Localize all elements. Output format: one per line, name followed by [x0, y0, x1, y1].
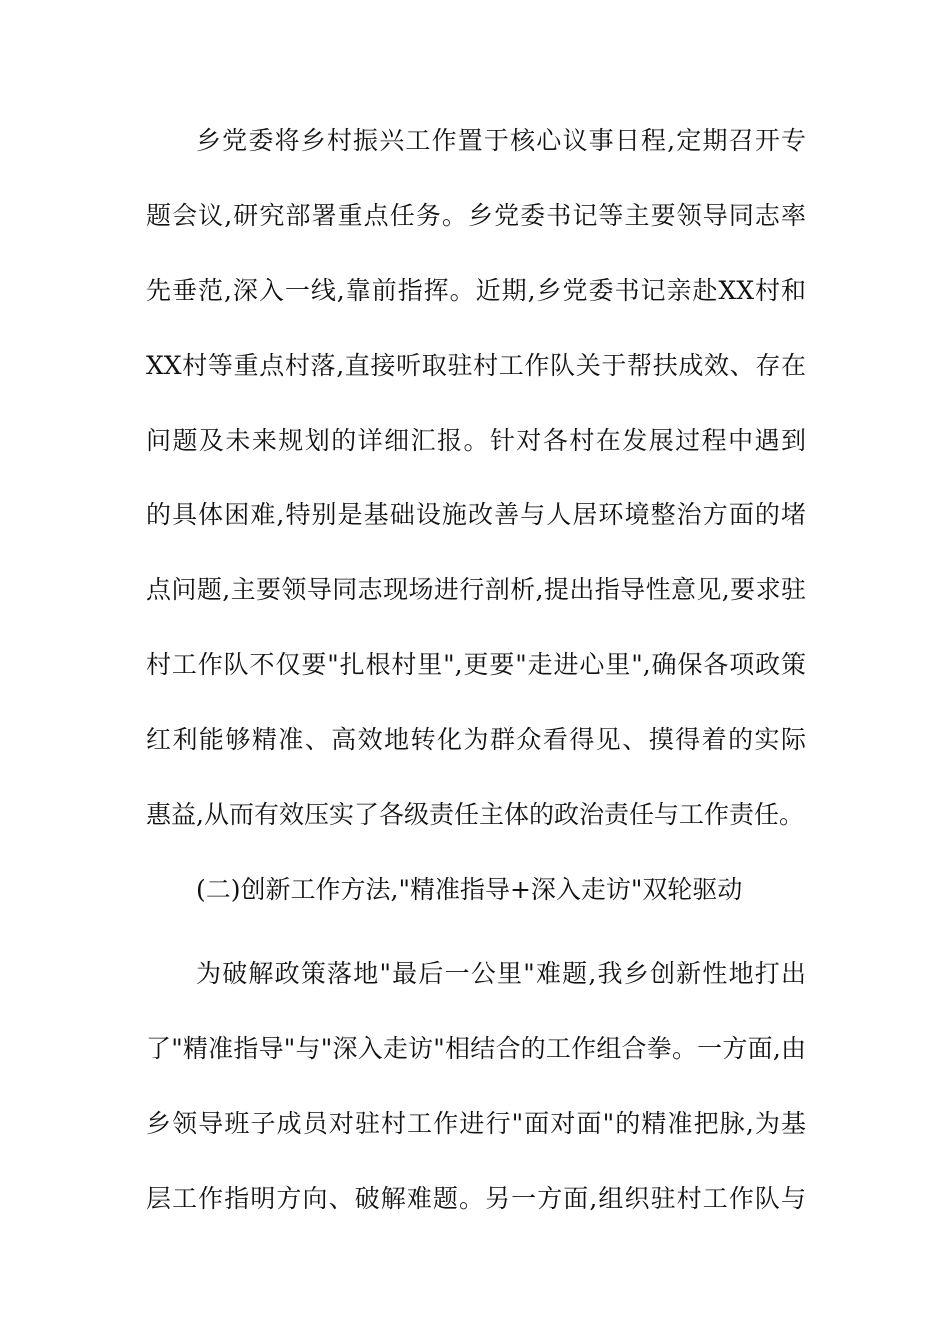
- paragraph-line: 了"精准指导"与"深入走访"相结合的工作组合拳。一方面,由: [146, 1034, 806, 1063]
- paragraph-line: 红利能够精准、高效地转化为群众看得见、摸得着的实际: [146, 725, 806, 754]
- paragraph-line: XX村等重点村落,直接听取驻村工作队关于帮扶成效、存在: [146, 351, 806, 380]
- paragraph-line: 村工作队不仅要"扎根村里",更要"走进心里",确保各项政策: [146, 650, 806, 679]
- paragraph-line: 的具体困难,特别是基础设施改善与人居环境整治方面的堵: [146, 500, 806, 529]
- paragraph-line: 问题及未来规划的详细汇报。针对各村在发展过程中遇到: [146, 426, 806, 455]
- paragraph-line: 层工作指明方向、破解难题。另一方面,组织驻村工作队与: [146, 1184, 806, 1213]
- paragraph-line: 点问题,主要领导同志现场进行剖析,提出指导性意见,要求驻: [146, 575, 806, 604]
- section-heading: (二)创新工作方法,"精准指导+深入走访"双轮驱动: [196, 875, 743, 904]
- paragraph-line: 惠益,从而有效压实了各级责任主体的政治责任与工作责任。: [146, 800, 804, 829]
- paragraph-line: 先垂范,深入一线,靠前指挥。近期,乡党委书记亲赴XX村和: [146, 276, 806, 305]
- paragraph-line: 乡党委将乡村振兴工作置于核心议事日程,定期召开专: [196, 126, 806, 155]
- paragraph-line: 乡领导班子成员对驻村工作进行"面对面"的精准把脉,为基: [146, 1109, 806, 1138]
- paragraph-line: 题会议,研究部署重点任务。乡党委书记等主要领导同志率: [146, 201, 806, 230]
- paragraph-line: 为破解政策落地"最后一公里"难题,我乡创新性地打出: [196, 959, 806, 988]
